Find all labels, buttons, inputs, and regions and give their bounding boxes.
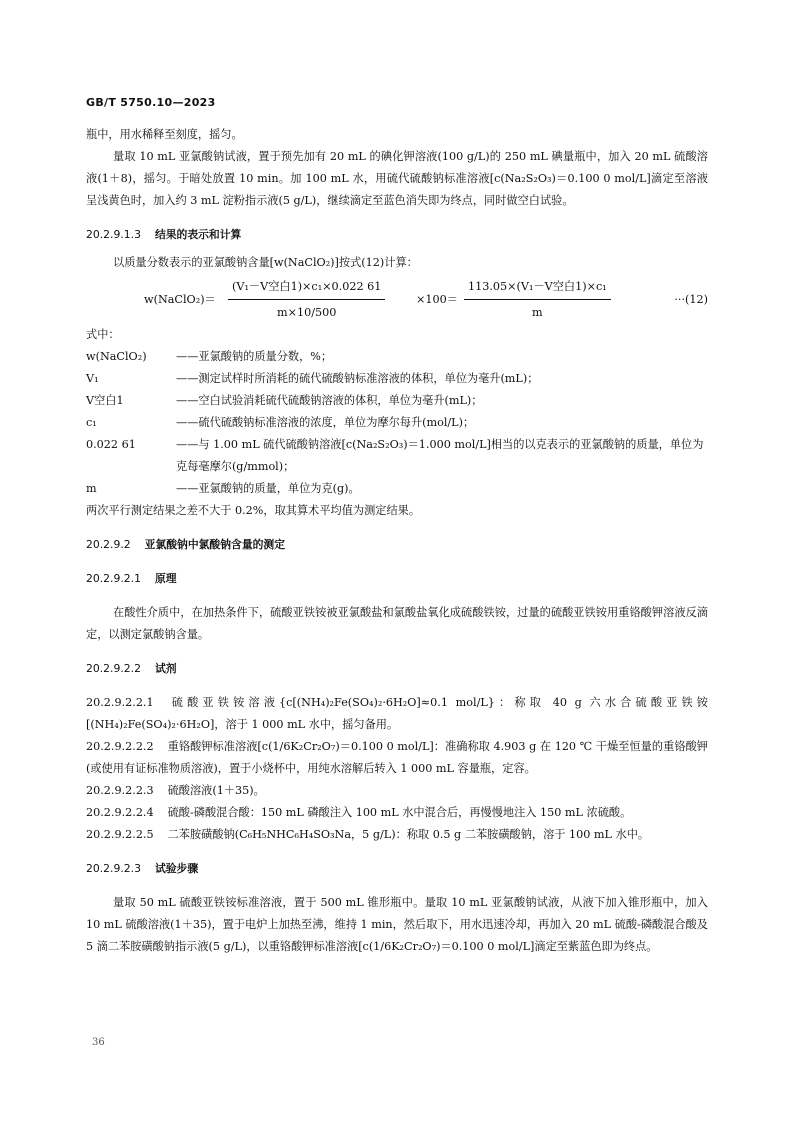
where-label: 式中： xyxy=(86,328,120,341)
section-number: 20.2.9.2.3 xyxy=(86,862,141,875)
definition-row xyxy=(86,368,708,390)
section-title: 结果的表示和计算 xyxy=(154,228,242,241)
definition-text: ——空白试验消耗硫代硫酸钠溶液的体积，单位为毫升(mL)； xyxy=(176,394,483,407)
definition-symbol: V₁ xyxy=(86,372,99,385)
fraction-2-denominator: m xyxy=(532,306,543,319)
section-heading-20-2-9-1-3 xyxy=(86,224,708,246)
fraction-1-denominator: m×10/500 xyxy=(277,306,337,319)
formula-lhs: w(NaClO₂)＝ xyxy=(144,293,216,306)
section-number: 20.2.9.2.2 xyxy=(86,662,141,675)
definition-row xyxy=(86,434,708,478)
definition-symbol: c₁ xyxy=(86,416,97,429)
fraction-2-numerator: 113.05×(V₁－V空白1)×c₁ xyxy=(464,276,611,300)
section-number: 20.2.9.2 xyxy=(86,538,131,551)
reagent-text: 硫酸-磷酸混合酸：150 mL 磷酸注入 100 mL 水中混合后，再慢慢地注入 150 mL 浓硫酸。 xyxy=(167,806,632,819)
reagent-number: 20.2.9.2.2.1 xyxy=(86,696,154,709)
definition-text: ——亚氯酸钠的质量分数，%； xyxy=(176,350,333,363)
continuation-line: 瓶中，用水稀释至刻度，摇匀。 xyxy=(86,128,243,141)
definition-symbol: V空白1 xyxy=(86,394,124,407)
precision-statement: 两次平行测定结果之差不大于 0.2%，取其算术平均值为测定结果。 xyxy=(86,504,421,517)
principle-paragraph: 在酸性介质中，在加热条件下，硫酸亚铁铵被亚氯酸盐和氯酸盐氧化成硫酸铁铵，过量的硫酸亚铁铵用重铬酸钾溶液反滴定，以测定氯酸钠含量。 xyxy=(86,606,708,641)
document-body xyxy=(86,124,708,958)
section-heading-20-2-9-2-3 xyxy=(86,858,708,880)
section-title: 试剂 xyxy=(154,662,177,675)
procedure-paragraph: 量取 10 mL 亚氯酸钠试液，置于预先加有 20 mL 的碘化钾溶液(100 g/L)的 250 mL 碘量瓶中，加入 20 mL 硫酸溶液(1＋8)，摇匀。于暗处放置 10 min。加 100 mL 水，用硫代硫酸钠标准溶液[c(Na₂S₂O₃)＝0.100 0 mol/L]滴定至溶液呈浅黄色时，加入约 3 mL 淀粉指示液(5 g/L)，继续滴定至蓝色消失即为终点，同时做空白试验。 xyxy=(86,150,708,207)
reagent-number: 20.2.9.2.2.2 xyxy=(86,740,154,753)
reagent-text: 硫酸溶液(1＋35)。 xyxy=(167,784,265,797)
definition-list xyxy=(86,346,708,500)
reagent-text: 二苯胺磺酸钠(C₆H₅NHC₆H₄SO₃Na，5 g/L)：称取 0.5 g 二苯胺磺酸钠，溶于 100 mL 水中。 xyxy=(167,828,650,841)
reagent-text: 硫酸亚铁铵溶液{c[(NH₄)₂Fe(SO₄)₂·6H₂O]≈0.1 mol/L}：称取 40 g 六水合硫酸亚铁铵[(NH₄)₂Fe(SO₄)₂·6H₂O]，溶于 1 000 mL 水中，摇匀备用。 xyxy=(86,696,708,731)
formula-number: ···(12) xyxy=(674,293,708,306)
standard-number: GB/T 5750.10—2023 xyxy=(86,96,216,109)
definition-row xyxy=(86,346,708,368)
definition-row xyxy=(86,390,708,412)
fraction-2 xyxy=(464,276,611,324)
definition-row xyxy=(86,412,708,434)
definition-row xyxy=(86,478,708,500)
section-title: 试验步骤 xyxy=(154,862,199,875)
definition-text: ——测定试样时所消耗的硫代硫酸钠标准溶液的体积，单位为毫升(mL)； xyxy=(176,372,539,385)
reagent-item xyxy=(86,824,708,846)
definition-symbol: 0.022 61 xyxy=(86,438,136,451)
definition-text: ——亚氯酸钠的质量，单位为克(g)。 xyxy=(176,482,360,495)
reagent-text: 重铬酸钾标准溶液[c(1/6K₂Cr₂O₇)＝0.100 0 mol/L]：准确称取 4.903 g 在 120 ℃ 干燥至恒量的重铬酸钾(或使用有证标准物质溶液)，置于小烧杯中，用纯水溶解后转入 1 000 mL 容量瓶，定容。 xyxy=(86,740,708,775)
definition-text: ——与 1.00 mL 硫代硫酸钠溶液[c(Na₂S₂O₃)＝1.000 mol/L]相当的以克表示的亚氯酸钠的质量，单位为克每毫摩尔(g/mmol)； xyxy=(176,438,704,473)
fraction-1 xyxy=(228,276,385,324)
definition-symbol: w(NaClO₂) xyxy=(86,350,147,363)
reagent-number: 20.2.9.2.2.5 xyxy=(86,828,154,841)
fraction-1-numerator: (V₁－V空白1)×c₁×0.022 61 xyxy=(228,276,385,300)
section-heading-20-2-9-2-2 xyxy=(86,658,708,680)
definition-symbol: m xyxy=(86,482,97,495)
reagent-item xyxy=(86,802,708,824)
page-number: 36 xyxy=(92,1037,105,1048)
reagent-number: 20.2.9.2.2.4 xyxy=(86,806,154,819)
section-heading-20-2-9-2 xyxy=(86,534,708,556)
definition-text: ——硫代硫酸钠标准溶液的浓度，单位为摩尔每升(mol/L)； xyxy=(176,416,475,429)
section-title: 原理 xyxy=(154,572,177,585)
reagent-number: 20.2.9.2.2.3 xyxy=(86,784,154,797)
section-number: 20.2.9.2.1 xyxy=(86,572,141,585)
section-title: 亚氯酸钠中氯酸钠含量的测定 xyxy=(144,538,286,551)
calc-intro: 以质量分数表示的亚氯酸钠含量[w(NaClO₂)]按式(12)计算： xyxy=(113,256,418,269)
section-heading-20-2-9-2-1 xyxy=(86,568,708,590)
reagent-item xyxy=(86,736,708,780)
formula-12 xyxy=(86,276,708,320)
procedure-paragraph-2: 量取 50 mL 硫酸亚铁铵标准溶液，置于 500 mL 锥形瓶中。量取 10 mL 亚氯酸钠试液，从液下加入锥形瓶中，加入 10 mL 硫酸溶液(1＋35)，置于电炉上加热至沸，维持 1 min，然后取下，用水迅速冷却，再加入 20 mL 硫酸-磷酸混合酸及 5 滴二苯胺磺酸钠指示液(5 g/L)，以重铬酸钾标准溶液[c(1/6K₂Cr₂O₇)＝0.100 0 mol/L]滴定至紫蓝色即为终点。 xyxy=(86,896,708,953)
section-number: 20.2.9.1.3 xyxy=(86,228,141,241)
reagent-item xyxy=(86,780,708,802)
formula-times-100: ×100＝ xyxy=(416,293,458,306)
reagent-item xyxy=(86,692,708,736)
